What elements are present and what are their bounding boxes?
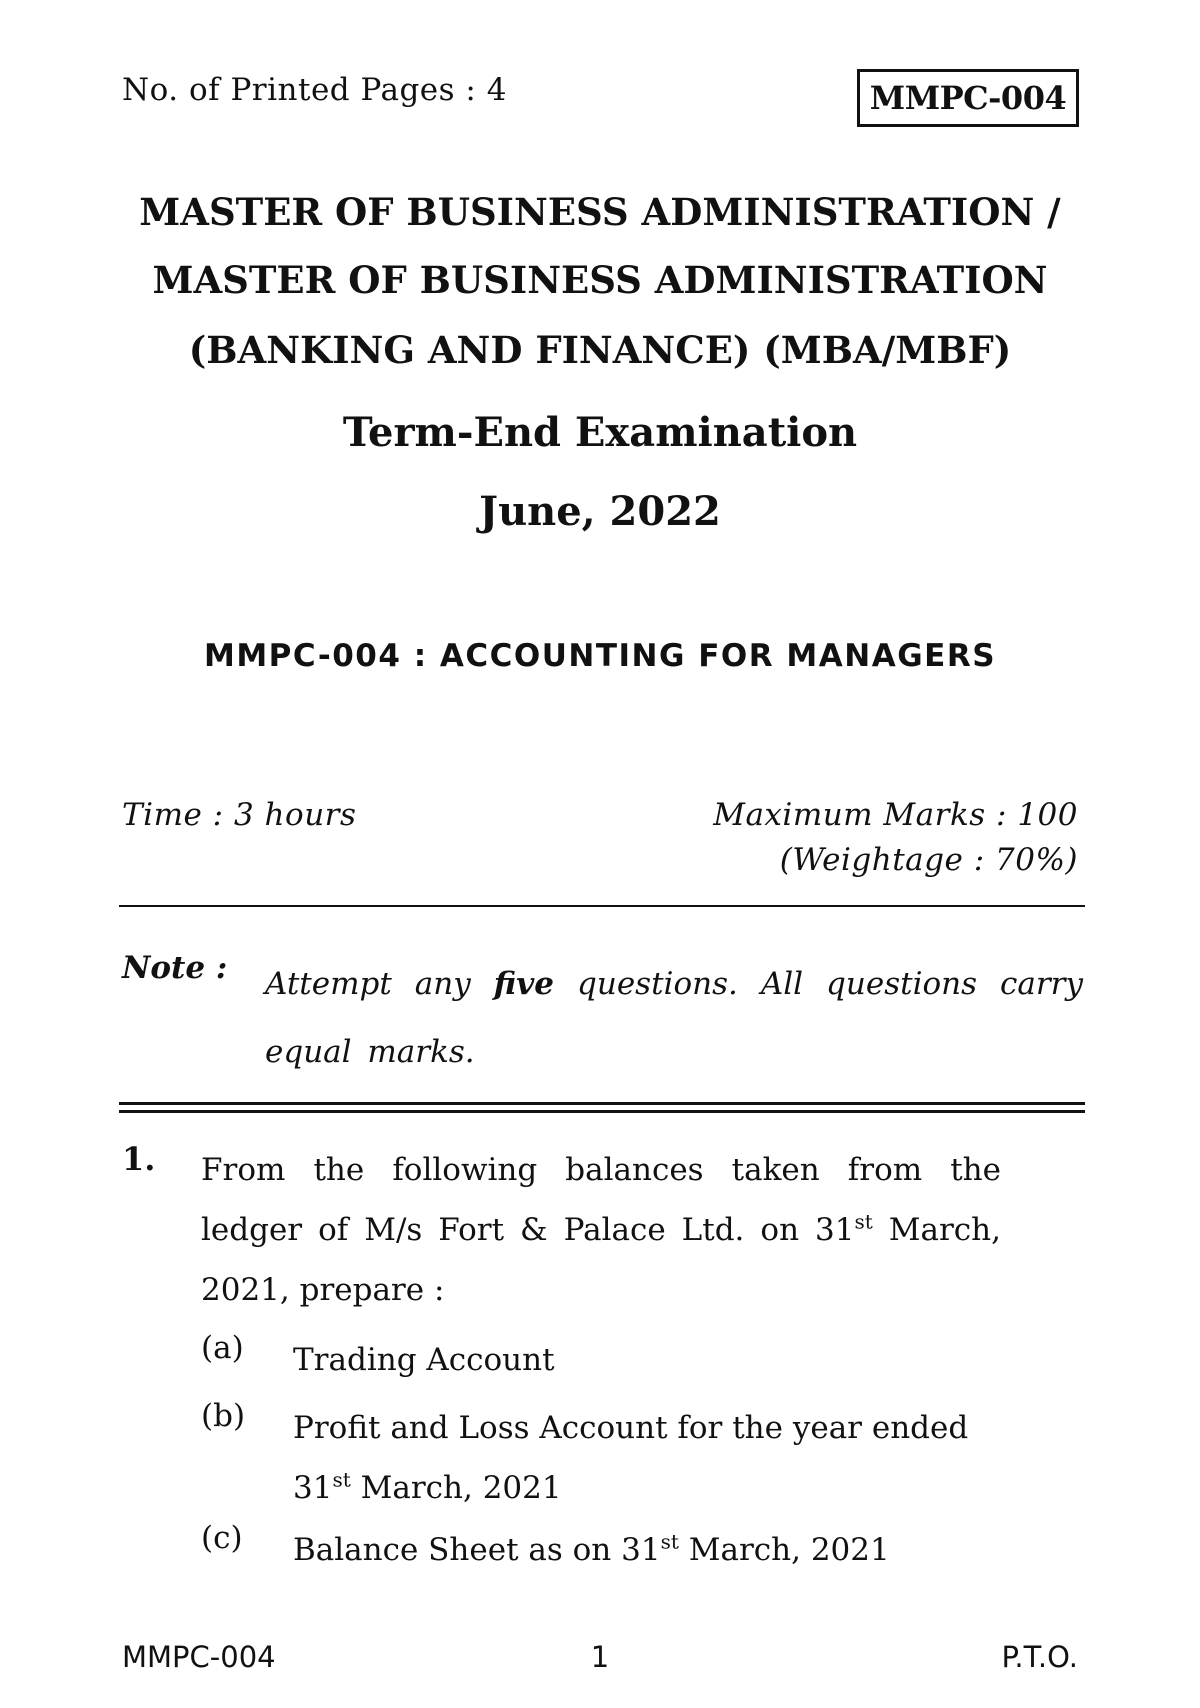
programme-title-line-3: (BANKING AND FINANCE) (MBA/MBF) [188,328,1012,372]
footer-pto: P.T.O. [1001,1640,1078,1674]
double-divider-bottom [119,1110,1085,1113]
programme-title-line-2: MASTER OF BUSINESS ADMINISTRATION [152,258,1048,302]
divider-line [119,905,1085,907]
paper-code-box: MMPC-004 [857,69,1079,127]
programme-title-line-1: MASTER OF BUSINESS ADMINISTRATION / [139,190,1061,234]
part-b-superscript: st [332,1467,351,1492]
part-b-text [293,1398,1013,1518]
note-text [265,950,1083,1086]
note-label: Note : [122,950,228,986]
exam-name: Term-End Examination [342,409,858,456]
part-b-text-after: March, 2021 [350,1470,562,1506]
part-b-text-before: Profit and Loss Account for the year ended 31 [293,1410,969,1506]
part-b-letter: (b) [201,1398,246,1434]
question-text-before: From the following balances taken from the ledger of M/s Fort & Palace Ltd. on 31 [201,1152,1001,1248]
exam-session: June, 2022 [479,488,721,535]
note-emphasis: five [493,966,555,1002]
question-superscript: st [854,1209,873,1234]
part-c-text-after: March, 2021 [678,1532,890,1568]
part-a-text: Trading Account [293,1342,555,1378]
printed-pages-count: No. of Printed Pages : 4 [122,72,507,108]
question-text-after: March, 2021, prepare : [201,1212,1001,1308]
footer-page-number: 1 [590,1640,610,1674]
note-text-before: Attempt any [265,966,494,1002]
part-c-letter: (c) [201,1520,243,1556]
note-text-after: questions. All questions carry equal marks. [265,966,1084,1070]
part-a-letter: (a) [201,1330,244,1366]
exam-time: Time : 3 hours [122,797,357,833]
double-divider-top [119,1102,1085,1105]
question-text [201,1140,1001,1320]
course-title: MMPC-004 : ACCOUNTING FOR MANAGERS [203,638,997,674]
footer-paper-code: MMPC-004 [122,1640,276,1674]
maximum-marks: Maximum Marks : 100 [713,797,1078,833]
part-c-text [293,1520,1013,1580]
part-c-text-before: Balance Sheet as on 31 [293,1532,661,1568]
part-c-superscript: st [660,1529,679,1554]
weightage: (Weightage : 70%) [779,842,1078,878]
question-number: 1. [122,1140,156,1178]
